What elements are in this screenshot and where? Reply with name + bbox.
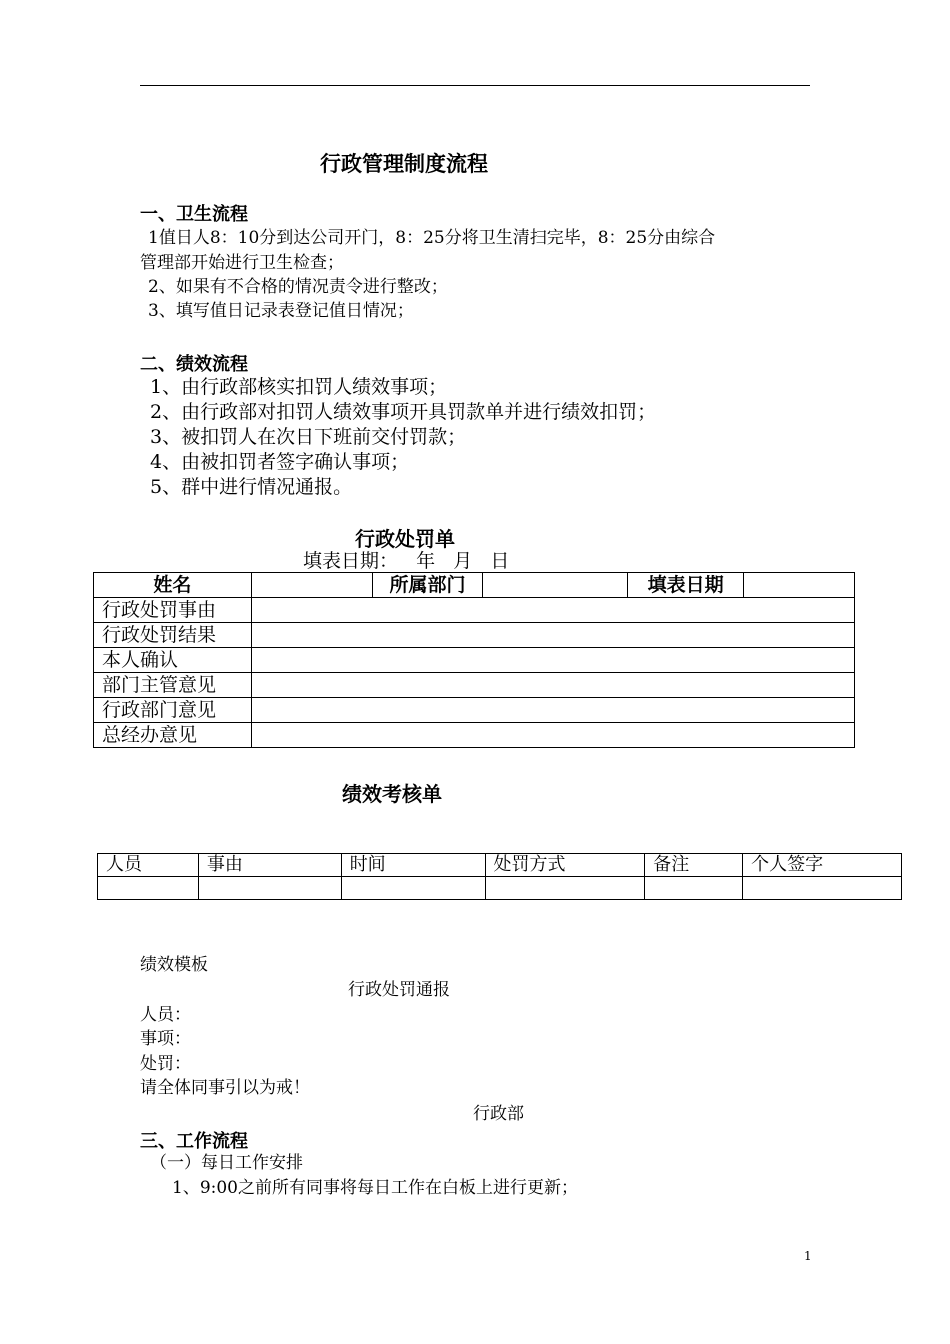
table-cell[interactable] [645, 877, 743, 900]
section3-heading: 三、工作流程 [140, 1131, 248, 1152]
table-row [94, 598, 855, 623]
table-cell[interactable] [743, 877, 902, 900]
name-header: 姓名 [94, 573, 252, 598]
row-label: 行政处罚事由 [94, 598, 252, 623]
penalty-form-date-line: 填表日期： 年 月 日 [303, 550, 510, 572]
row-value-cell[interactable] [251, 598, 854, 623]
section2-item: 4、由被扣罚者签字确认事项； [150, 451, 410, 473]
table-row [94, 623, 855, 648]
row-value-cell[interactable] [251, 723, 854, 748]
date-header: 填表日期 [628, 573, 744, 598]
column-header: 人员 [98, 854, 199, 877]
notice-line: 事项： [140, 1029, 191, 1049]
section2-item: 1、由行政部核实扣罚人绩效事项； [150, 376, 448, 398]
dept-header: 所属部门 [372, 573, 483, 598]
section1-item: 1值日人8：10分到达公司开门，8：25分将卫生清扫完毕，8：25分由综合 [148, 228, 716, 248]
table-cell[interactable] [198, 877, 341, 900]
row-label: 本人确认 [94, 648, 252, 673]
row-value-cell[interactable] [251, 623, 854, 648]
row-label: 总经办意见 [94, 723, 252, 748]
table-cell[interactable] [485, 877, 645, 900]
notice-signature: 行政部 [473, 1104, 524, 1124]
row-label: 行政部门意见 [94, 698, 252, 723]
penalty-form-table [93, 572, 855, 748]
document-title: 行政管理制度流程 [320, 152, 488, 176]
table-row [98, 877, 902, 900]
table-row [94, 573, 855, 598]
table-row [98, 854, 902, 877]
table-row [94, 723, 855, 748]
template-label: 绩效模板 [140, 955, 208, 975]
table-row [94, 673, 855, 698]
page-number: 1 [804, 1249, 812, 1263]
penalty-form-title: 行政处罚单 [355, 527, 455, 551]
row-label: 行政处罚结果 [94, 623, 252, 648]
perf-form-title: 绩效考核单 [342, 782, 442, 806]
section2-heading: 二、绩效流程 [140, 354, 248, 375]
section1-heading: 一、卫生流程 [140, 204, 248, 225]
notice-line: 人员： [140, 1005, 191, 1025]
section3-item: 1、9:00之前所有同事将每日工作在白板上进行更新； [172, 1178, 578, 1198]
notice-line: 处罚： [140, 1054, 191, 1074]
perf-form-table [97, 853, 902, 900]
section1-item: 2、如果有不合格的情况责令进行整改； [148, 277, 448, 297]
name-cell[interactable] [251, 573, 372, 598]
column-header: 备注 [645, 854, 743, 877]
table-row [94, 648, 855, 673]
column-header: 个人签字 [743, 854, 902, 877]
column-header: 处罚方式 [485, 854, 645, 877]
row-value-cell[interactable] [251, 648, 854, 673]
section3-subheading: （一）每日工作安排 [150, 1153, 303, 1173]
dept-cell[interactable] [483, 573, 628, 598]
table-cell[interactable] [98, 877, 199, 900]
row-value-cell[interactable] [251, 698, 854, 723]
section2-item: 2、由行政部对扣罚人绩效事项开具罚款单并进行绩效扣罚； [150, 401, 657, 423]
row-value-cell[interactable] [251, 673, 854, 698]
row-label: 部门主管意见 [94, 673, 252, 698]
table-cell[interactable] [341, 877, 485, 900]
header-rule [140, 85, 810, 86]
notice-line: 请全体同事引以为戒！ [140, 1078, 310, 1098]
column-header: 时间 [341, 854, 485, 877]
notice-title: 行政处罚通报 [348, 980, 450, 1000]
section2-item: 5、群中进行情况通报。 [150, 476, 353, 498]
section2-item: 3、被扣罚人在次日下班前交付罚款； [150, 426, 467, 448]
table-row [94, 698, 855, 723]
column-header: 事由 [198, 854, 341, 877]
section1-item: 管理部开始进行卫生检查； [140, 253, 344, 273]
date-cell[interactable] [744, 573, 855, 598]
section1-item: 3、填写值日记录表登记值日情况； [148, 301, 414, 321]
